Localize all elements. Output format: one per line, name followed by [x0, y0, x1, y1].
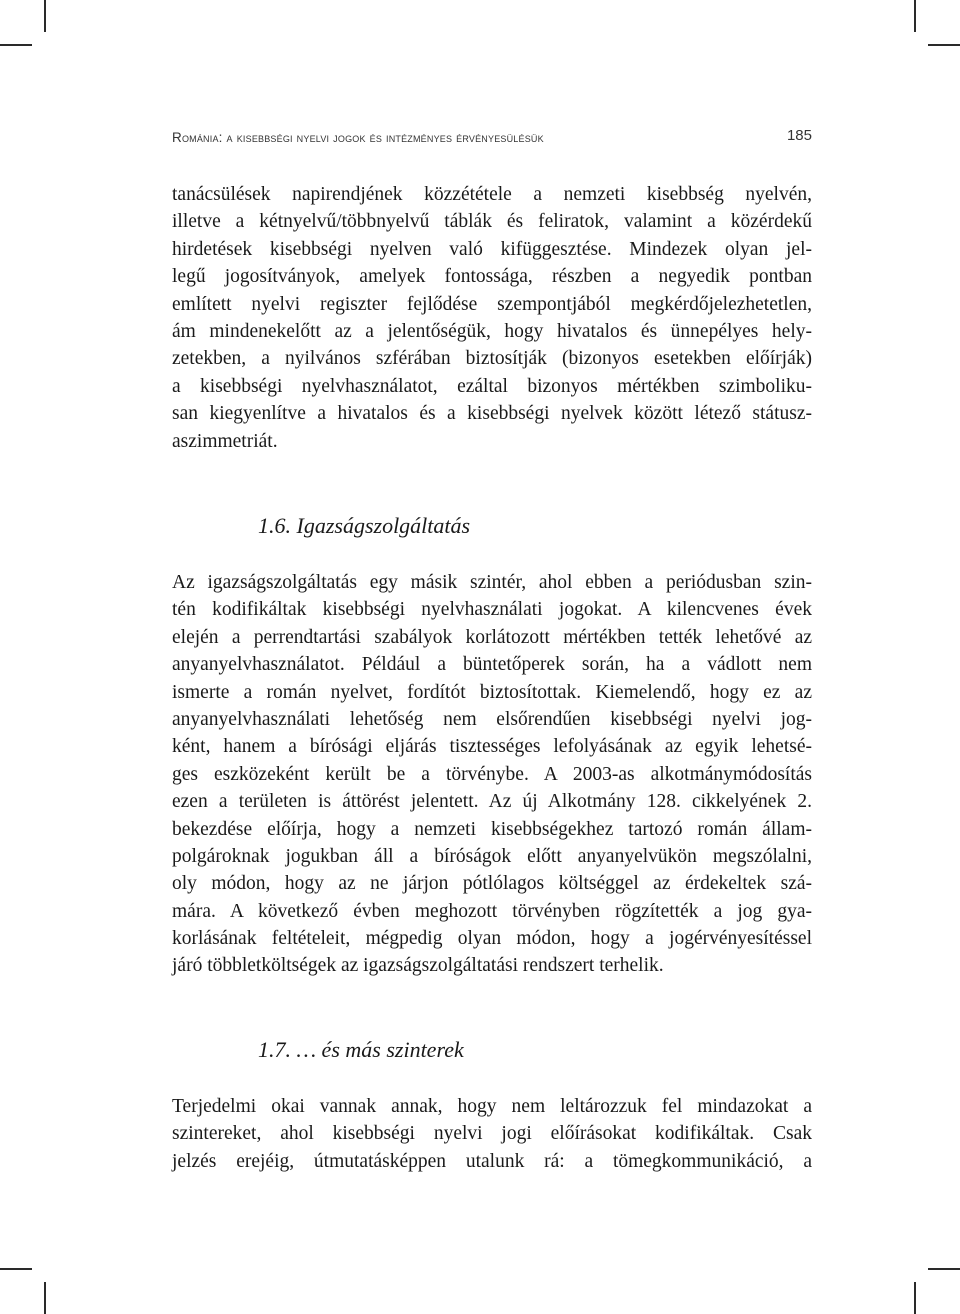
paragraph-line: zetekben, a nyilvános szférában biztosítják (bizonyos esetekben előírják) [172, 348, 812, 370]
paragraph-line: a kisebbségi nyelvhasználatot, ezáltal bizonyos mértékben szimboliku- [172, 375, 812, 397]
paragraph-line: bekezdése előírja, hogy a nemzeti kisebbségekhez tartozó román állam- [172, 818, 812, 840]
crop-mark-top-left-h [0, 44, 32, 46]
running-head: Románia: a kisebbségi nyelvi jogok és intézményes érvényesülésük [172, 130, 544, 145]
paragraph-line: említett nyelvi regiszter fejlődése szempontjából megkérdőjelezhetetlen, [172, 293, 812, 315]
paragraph-line: polgároknak jogukban áll a bíróságok előtt anyanyelvükön megszólalni, [172, 845, 812, 867]
paragraph-line: korlásának feltételeit, mégpedig olyan módon, hogy a jogérvényesítéssel [172, 928, 812, 950]
crop-mark-bottom-right [914, 1282, 916, 1314]
section-heading-1-6: 1.6. Igazságszolgáltatás [258, 513, 471, 538]
paragraph-line: aszimmetriát. [172, 430, 278, 452]
paragraph-line: tanácsülések napirendjének közzététele a nemzeti kisebbség nyelvén, [172, 184, 812, 205]
crop-mark-bottom-left [44, 1282, 46, 1314]
paragraph-2 [172, 569, 812, 980]
paragraph-line: elején a perrendtartási szabályok korlátozott mértékben tették lehetővé az [172, 626, 812, 648]
crop-mark-bottom-left-h [0, 1268, 32, 1270]
paragraph-line: jelzés erejéig, útmutatásképpen utalunk rá: a tömegkommunikáció, a [172, 1150, 812, 1172]
paragraph-line: mára. A következő évben meghozott törvényben rögzítették a jog gya- [172, 900, 812, 922]
paragraph-line: oly módon, hogy az ne járjon pótlólagos költséggel az érdekeltek szá- [172, 873, 812, 895]
paragraph-line: hirdetések kisebbségi nyelven való kifüggesztése. Mindezek olyan jel- [172, 238, 812, 260]
paragraph-line: Terjedelmi okai vannak annak, hogy nem leltározzuk fel mindazokat a [172, 1096, 812, 1117]
paragraph-line: ismerte a román nyelvet, fordítót biztosítottak. Kiemelendő, hogy ez az [172, 681, 812, 703]
paragraph-line: ként, hanem a bírósági eljárás tisztességes lefolyásának az egyik lehetsé- [172, 736, 812, 758]
paragraph-line: járó többletköltségek az igazságszolgáltatási rendszert terhelik. [172, 955, 664, 977]
paragraph-line: ges eszközeként került be a törvénybe. A 2003-as alkotmánymódosítás [172, 763, 812, 785]
paragraph-line: Az igazságszolgáltatás egy másik szintér, ahol ebben a periódusban szin- [172, 572, 812, 593]
paragraph-line: tén kodifikáltak kisebbségi nyelvhasználati jogokat. A kilencvenes évek [172, 599, 812, 621]
paragraph-line: szintereket, ahol kisebbségi nyelvi jogi előírásokat kodifikáltak. Csak [172, 1123, 812, 1145]
page-number: 185 [786, 127, 812, 144]
paragraph-line: san kiegyenlítve a hivatalos és a kisebbségi nyelvek között létező státusz- [172, 403, 812, 425]
crop-mark-top-left [44, 0, 46, 32]
paragraph-line: legű jogosítványok, amelyek fontossága, részben a negyedik pontban [172, 266, 812, 288]
paragraph-line: ám mindenekelőtt az a jelentőségük, hogy hivatalos és ünnepélyes hely- [172, 320, 812, 342]
paragraph-line: anyanyelvhasználatot. Például a büntetőperek során, ha a vádlott nem [172, 654, 812, 676]
crop-mark-top-right [914, 0, 916, 32]
paragraph-line: anyanyelvhasználati lehetőség nem elsőrendűen kisebbségi nyelvi jog- [172, 708, 812, 730]
section-heading-1-7: 1.7. … és más szinterek [258, 1037, 464, 1062]
crop-mark-bottom-right-h [928, 1268, 960, 1270]
paragraph-3 [172, 1093, 812, 1175]
paragraph-line: illetve a kétnyelvű/többnyelvű táblák és feliratok, valamint a közérdekű [172, 211, 812, 233]
crop-mark-top-right-h [928, 44, 960, 46]
paragraph-1 [172, 181, 812, 455]
paragraph-line: ezen a területen is áttörést jelentett. Az új Alkotmány 128. cikkelyének 2. [172, 791, 812, 813]
